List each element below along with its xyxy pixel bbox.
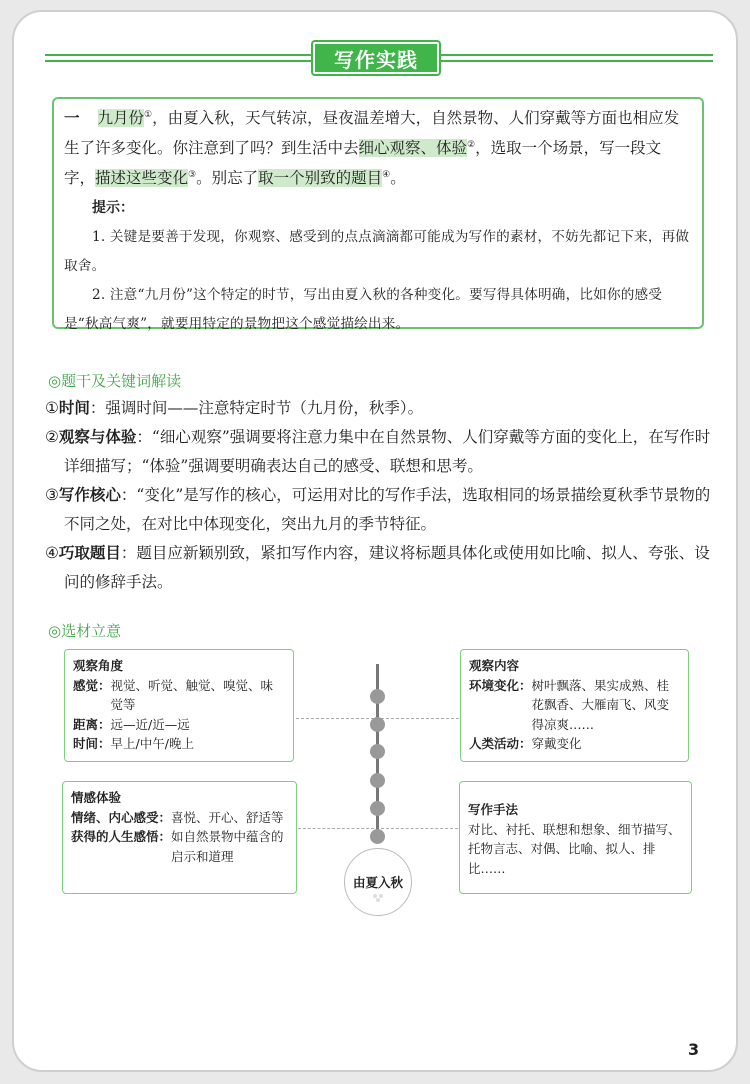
ornament-icon bbox=[371, 893, 385, 903]
card-row: 获得的人生感悟： 如自然景物中蕴含的启示和道理 bbox=[71, 829, 284, 864]
diagram-center bbox=[344, 848, 412, 916]
card-emotional-experience bbox=[62, 781, 297, 894]
highlighted-keyword: 描述这些变化 bbox=[95, 169, 189, 187]
card-row: 时间： 早上/中午/晚上 bbox=[73, 736, 194, 751]
center-label: 由夏入秋 bbox=[352, 875, 403, 890]
section-title: 写作实践 bbox=[315, 44, 437, 72]
keyword-item bbox=[45, 394, 715, 423]
connector-line bbox=[298, 828, 374, 829]
keyword-item bbox=[45, 481, 715, 539]
keyword-key: 时间 bbox=[58, 399, 90, 417]
section-heading-material: ◎选材立意 bbox=[48, 622, 122, 640]
card-title: 写作手法 bbox=[468, 802, 519, 817]
keyword-key: 观察与体验 bbox=[58, 428, 137, 446]
section-heading-keywords: ◎题干及关键词解读 bbox=[48, 372, 182, 390]
keyword-list bbox=[45, 394, 715, 597]
stem-bead bbox=[370, 717, 385, 732]
stem-bead bbox=[370, 744, 385, 759]
highlighted-keyword: 九月份 bbox=[97, 109, 145, 127]
card-observation-content bbox=[460, 649, 689, 762]
keyword-text: ：“细心观察”强调要将注意力集中在自然景物、人们穿戴等方面的变化上，在写作时详细描写；“体验”强调要明确表达自己的感受、联想和思考。 bbox=[64, 428, 711, 475]
task-text-segment: 。 bbox=[390, 169, 406, 187]
stem-bead bbox=[370, 689, 385, 704]
card-row: 环境变化： 树叶飘落、果实成熟、桂花飘香、大雁南飞、风变得凉爽…… bbox=[469, 677, 670, 732]
keyword-text: ：强调时间——注意特定时节（九月份，秋季）。 bbox=[89, 399, 424, 417]
keyword-text: ：题目应新颖别致，紧扣写作内容，建议将标题具体化或使用如比喻、拟人、夸张、设问的修辞手法。 bbox=[64, 544, 710, 591]
keyword-num: ② bbox=[45, 428, 59, 446]
keyword-num: ③ bbox=[45, 486, 59, 504]
tip-2: 2. 注意“九月份”这个特定的时节，写出由夏入秋的各种变化。要写得具体明确，比如你的感受是“秋高气爽”，就要用特定的景物把这个感觉描绘出来。 bbox=[64, 287, 663, 332]
stem-bead bbox=[370, 829, 385, 844]
highlighted-keyword: 细心观察、体验 bbox=[358, 139, 468, 157]
task-text-segment: ，由夏入秋，天气转凉，昼夜温差增大，自然景物、人们穿戴等方面也相应发生了许多变化。你注意到了吗？到生活中去 bbox=[64, 109, 680, 157]
keyword-item bbox=[45, 423, 715, 481]
card-row: 距离： 远—近/近—远 bbox=[73, 716, 190, 732]
stem-bead bbox=[370, 801, 385, 816]
card-row: 情绪、内心感受： 喜悦、开心、舒适等 bbox=[71, 809, 284, 825]
keyword-item bbox=[45, 539, 715, 597]
connector-line bbox=[296, 718, 374, 719]
card-writing-techniques bbox=[459, 781, 692, 894]
card-body: 对比、衬托、联想和想象、细节描写、托物言志、对偶、比喻、拟人、排比…… bbox=[468, 821, 681, 876]
card-title: 观察内容 bbox=[469, 658, 520, 673]
tip-1: 1. 关键是要善于发现，你观察、感受到的点点滴滴都可能成为写作的素材，不妨先都记下来，再做取舍。 bbox=[64, 229, 690, 274]
task-text-segment: 。别忘了 bbox=[196, 169, 259, 187]
task-text-segment: ，选取一个场景，写一段文字， bbox=[64, 139, 662, 187]
task-box bbox=[52, 97, 704, 332]
section-title-badge bbox=[311, 40, 441, 76]
keyword-key: 巧取题目 bbox=[58, 544, 121, 562]
task-prompt bbox=[64, 103, 692, 193]
footnote-marker: ③ bbox=[188, 169, 197, 180]
card-row: 感觉： 视觉、听觉、触觉、嗅觉、味觉等 bbox=[73, 677, 274, 712]
footnote-marker: ② bbox=[467, 139, 476, 150]
stem-bead bbox=[370, 773, 385, 788]
footnote-marker: ④ bbox=[382, 169, 391, 180]
card-observation-angle bbox=[64, 649, 294, 762]
keyword-num: ① bbox=[45, 399, 59, 417]
highlighted-keyword: 取一个别致的题目 bbox=[258, 169, 383, 187]
card-title: 情感体验 bbox=[71, 790, 122, 805]
task-text bbox=[64, 109, 679, 187]
keyword-num: ④ bbox=[45, 544, 59, 562]
connector-line bbox=[381, 718, 459, 719]
card-row: 人类活动： 穿戴变化 bbox=[469, 736, 582, 751]
page-number: 3 bbox=[688, 1040, 700, 1059]
keyword-key: 写作核心 bbox=[58, 486, 121, 504]
keyword-text: ：“变化”是写作的核心，可运用对比的写作手法，选取相同的场景描绘夏秋季节景物的不同之处，在对比中体现变化，突出九月的季节特征。 bbox=[64, 486, 711, 533]
footnote-marker: ① bbox=[144, 109, 153, 120]
card-title: 观察角度 bbox=[73, 658, 124, 673]
tips-title: 提示： bbox=[92, 200, 134, 216]
connector-line bbox=[381, 828, 458, 829]
task-mark: 一 bbox=[64, 108, 80, 127]
